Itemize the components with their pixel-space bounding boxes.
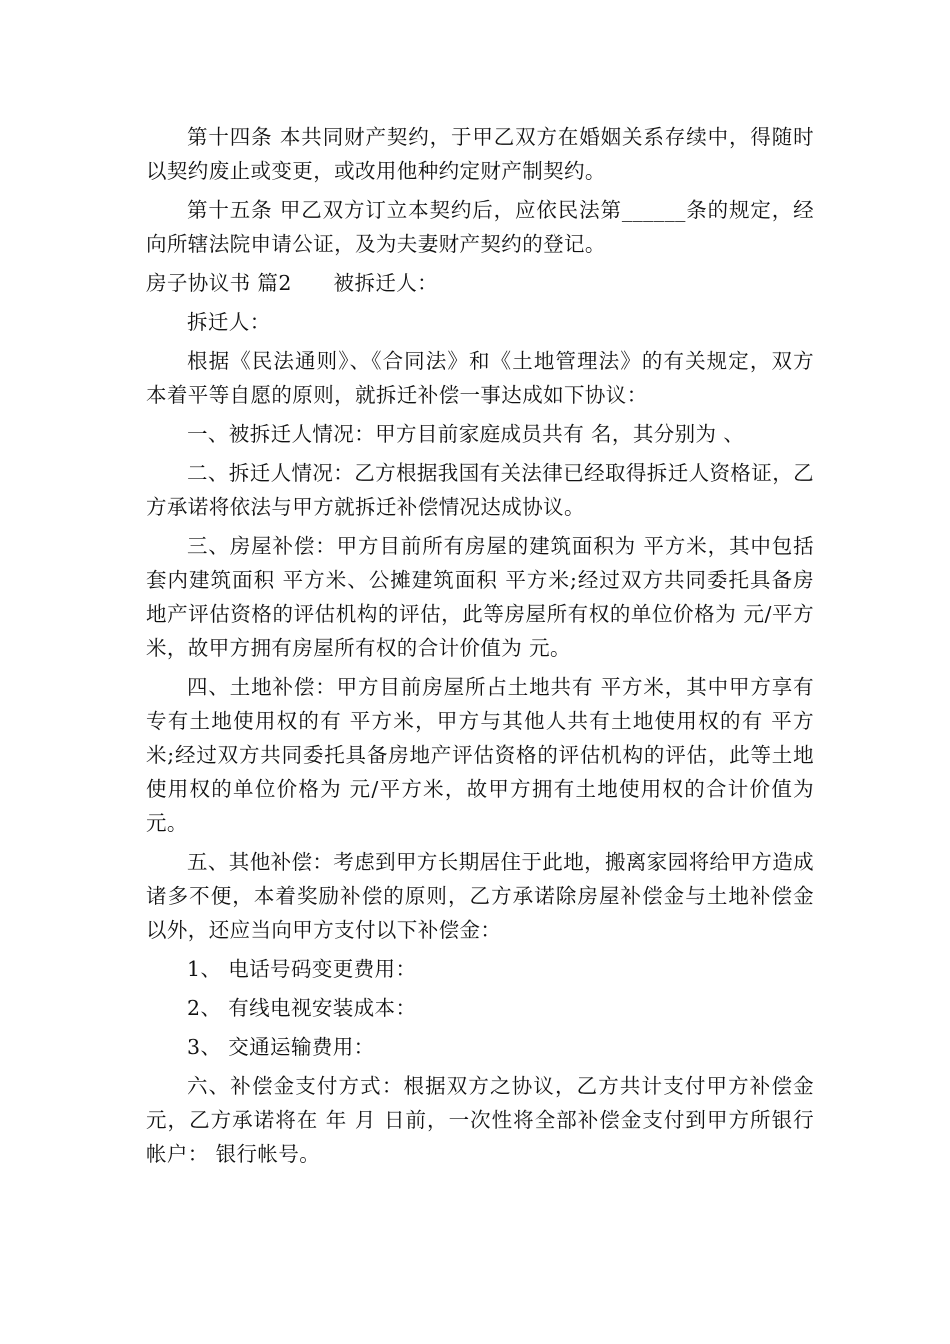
clause-1-paragraph: 一、被拆迁人情况：甲方目前家庭成员共有 名，其分别为 、 <box>187 422 745 446</box>
demolisher-line: 拆迁人： <box>187 310 271 334</box>
article-14-paragraph: 第十四条 本共同财产契约，于甲乙双方在婚姻关系存续中，得随时以契约废止或变更，或改用他种约定财产制契约。 <box>146 125 814 183</box>
clause-4-paragraph: 四、土地补偿：甲方目前房屋所占土地共有 平方米，其中甲方享有专有土地使用权的有 平方米，甲方与其他人共有土地使用权的有 平方米;经过双方共同委托具备房地产评估资格的评估机构的评估，此等土地使用权的单位价格为 元/平方米，故甲方拥有土地使用权的合计价值为 元。 <box>146 675 821 835</box>
clause-3-paragraph: 三、房屋补偿：甲方目前所有房屋的建筑面积为 平方米，其中包括套内建筑面积 平方米、公摊建筑面积 平方米;经过双方共同委托具备房地产评估资格的评估机构的评估，此等房屋所有权的单位价格为 元/平方米，故甲方拥有房屋所有权的合计价值为 元。 <box>146 534 814 660</box>
clause-5-paragraph: 五、其他补偿：考虑到甲方长期居住于此地，搬离家园将给甲方造成诸多不便，本着奖励补偿的原则，乙方承诺除房屋补偿金与土地补偿金以外，还应当向甲方支付以下补偿金： <box>146 850 814 942</box>
article-15-paragraph: 第十五条 甲乙双方订立本契约后，应依民法第______条的规定，经向所辖法院申请公证，及为夫妻财产契约的登记。 <box>146 198 814 256</box>
document-body <box>146 120 821 1176</box>
clause-6-paragraph: 六、补偿金支付方式：根据双方之协议，乙方共计支付甲方补偿金 元，乙方承诺将在 年 月 日前，一次性将全部补偿金支付到甲方所银行帐户： 银行帐号。 <box>146 1074 821 1166</box>
list-item-transport: 3、 交通运输费用： <box>187 1035 375 1059</box>
section-heading: 房子协议书 篇2 被拆迁人： <box>146 271 439 295</box>
list-item-phone: 1、 电话号码变更费用： <box>187 957 417 981</box>
clause-2-paragraph: 二、拆迁人情况：乙方根据我国有关法律已经取得拆迁人资格证，乙方承诺将依法与甲方就拆迁补偿情况达成协议。 <box>146 461 814 519</box>
preamble-paragraph: 根据《民法通则》、《合同法》和《土地管理法》的有关规定，双方本着平等自愿的原则，就拆迁补偿一事达成如下协议： <box>146 349 814 407</box>
list-item-cable-tv: 2、 有线电视安装成本： <box>187 996 417 1020</box>
